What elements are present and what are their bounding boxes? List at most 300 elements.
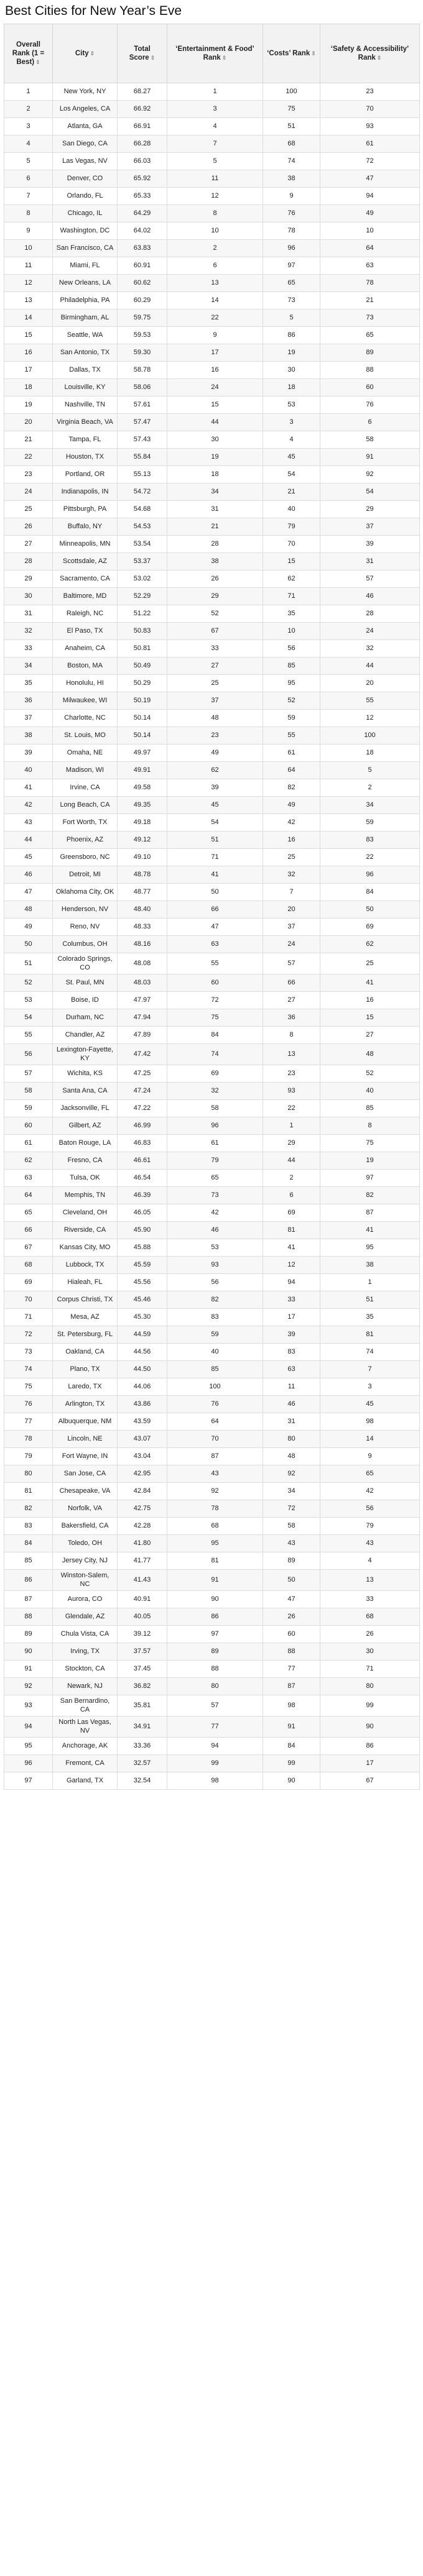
table-row [4,414,420,431]
total-score-cell: 53.02 [118,571,167,588]
costs-rank-cell: 21 [263,484,320,501]
safety-accessibility-rank-cell: 59 [320,814,420,832]
costs-rank-cell: 41 [263,1239,320,1257]
city-cell: Glendale, AZ [53,1608,118,1626]
city-cell: Tulsa, OK [53,1170,118,1187]
table-row [4,779,420,797]
total-score-cell: 48.33 [118,919,167,936]
safety-accessibility-rank-cell: 40 [320,1083,420,1100]
costs-rank-cell: 73 [263,292,320,309]
safety-accessibility-rank-cell: 94 [320,188,420,205]
table-row [4,431,420,449]
costs-rank-cell: 47 [263,1591,320,1608]
safety-accessibility-rank-cell: 25 [320,953,420,974]
city-cell: Boise, ID [53,992,118,1009]
entertainment-food-rank-cell: 21 [167,518,263,536]
rank-cell: 91 [4,1661,53,1678]
safety-accessibility-rank-cell: 8 [320,1117,420,1135]
total-score-cell: 47.42 [118,1044,167,1065]
rank-cell: 72 [4,1326,53,1344]
rank-cell: 18 [4,379,53,396]
city-cell: Durham, NC [53,1009,118,1027]
total-score-cell: 68.27 [118,83,167,101]
safety-accessibility-rank-cell: 38 [320,1257,420,1274]
table-row [4,1065,420,1083]
total-score-cell: 43.86 [118,1396,167,1413]
city-cell: Tampa, FL [53,431,118,449]
safety-accessibility-rank-cell: 51 [320,1291,420,1309]
table-row [4,745,420,762]
table-row [4,658,420,675]
rank-cell: 48 [4,901,53,919]
table-row [4,1448,420,1465]
entertainment-food-rank-cell: 31 [167,501,263,518]
rank-cell: 47 [4,884,53,901]
city-cell: Irving, TX [53,1643,118,1661]
table-row [4,1027,420,1044]
costs-rank-cell: 92 [263,1465,320,1483]
table-row [4,396,420,414]
total-score-cell: 53.54 [118,536,167,553]
entertainment-food-rank-cell: 40 [167,1344,263,1361]
safety-accessibility-rank-cell: 13 [320,1570,420,1591]
safety-accessibility-rank-cell: 61 [320,135,420,153]
costs-rank-cell: 3 [263,414,320,431]
costs-rank-cell: 24 [263,936,320,953]
costs-rank-cell: 49 [263,797,320,814]
entertainment-food-rank-cell: 58 [167,1100,263,1117]
rank-cell: 51 [4,953,53,974]
safety-accessibility-rank-cell: 35 [320,1309,420,1326]
total-score-cell: 49.35 [118,797,167,814]
entertainment-food-rank-cell: 29 [167,588,263,605]
costs-rank-cell: 10 [263,623,320,640]
total-score-cell: 42.95 [118,1465,167,1483]
entertainment-food-rank-cell: 87 [167,1448,263,1465]
safety-accessibility-rank-cell: 89 [320,344,420,362]
total-score-cell: 58.06 [118,379,167,396]
safety-accessibility-rank-cell: 88 [320,362,420,379]
sort-icon[interactable]: ⇕ [35,59,40,65]
table-row [4,1678,420,1695]
rank-cell: 62 [4,1152,53,1170]
entertainment-food-rank-cell: 85 [167,1361,263,1378]
total-score-cell: 60.62 [118,275,167,292]
table-row [4,1170,420,1187]
table-row [4,449,420,466]
rank-cell: 78 [4,1431,53,1448]
safety-accessibility-rank-cell: 22 [320,849,420,866]
safety-accessibility-rank-cell: 58 [320,431,420,449]
city-cell: North Las Vegas, NV [53,1717,118,1738]
city-cell: Los Angeles, CA [53,101,118,118]
rank-cell: 80 [4,1465,53,1483]
entertainment-food-rank-cell: 13 [167,275,263,292]
safety-accessibility-rank-cell: 56 [320,1500,420,1518]
rank-cell: 4 [4,135,53,153]
entertainment-food-rank-cell: 42 [167,1204,263,1222]
safety-accessibility-rank-cell: 37 [320,518,420,536]
costs-rank-cell: 45 [263,449,320,466]
table-row [4,1009,420,1027]
rank-cell: 52 [4,974,53,992]
total-score-cell: 41.43 [118,1570,167,1591]
costs-rank-cell: 98 [263,1695,320,1717]
entertainment-food-rank-cell: 63 [167,936,263,953]
entertainment-food-rank-cell: 75 [167,1009,263,1027]
entertainment-food-rank-cell: 41 [167,866,263,884]
total-score-cell: 66.91 [118,118,167,135]
sort-icon[interactable]: ⇕ [311,50,316,57]
entertainment-food-rank-cell: 33 [167,640,263,658]
rank-cell: 1 [4,83,53,101]
total-score-cell: 45.59 [118,1257,167,1274]
table-row [4,866,420,884]
costs-rank-cell: 2 [263,1170,320,1187]
table-row [4,710,420,727]
entertainment-food-rank-cell: 89 [167,1643,263,1661]
safety-accessibility-rank-cell: 4 [320,1552,420,1570]
table-row [4,1755,420,1772]
costs-rank-cell: 100 [263,83,320,101]
rank-cell: 64 [4,1187,53,1204]
rank-cell: 13 [4,292,53,309]
column-header-total-score[interactable]: Total Score ⇕ [118,24,167,83]
table-row [4,1483,420,1500]
rank-cell: 46 [4,866,53,884]
rank-cell: 34 [4,658,53,675]
city-cell: Laredo, TX [53,1378,118,1396]
rank-cell: 32 [4,623,53,640]
city-cell: New York, NY [53,83,118,101]
costs-rank-cell: 87 [263,1678,320,1695]
table-row [4,83,420,101]
rank-cell: 24 [4,484,53,501]
safety-accessibility-rank-cell: 31 [320,553,420,571]
total-score-cell: 44.59 [118,1326,167,1344]
costs-rank-cell: 7 [263,884,320,901]
table-row [4,571,420,588]
sort-icon[interactable]: ⇕ [221,55,227,61]
city-cell: San Diego, CA [53,135,118,153]
costs-rank-cell: 65 [263,275,320,292]
rank-cell: 61 [4,1135,53,1152]
total-score-cell: 49.18 [118,814,167,832]
table-row [4,974,420,992]
table-row [4,135,420,153]
costs-rank-cell: 16 [263,832,320,849]
rank-cell: 6 [4,170,53,188]
city-cell: San Bernardino, CA [53,1695,118,1717]
sort-icon[interactable]: ⇕ [90,50,95,57]
safety-accessibility-rank-cell: 62 [320,936,420,953]
entertainment-food-rank-cell: 25 [167,675,263,692]
safety-accessibility-rank-cell: 42 [320,1483,420,1500]
total-score-cell: 45.88 [118,1239,167,1257]
rank-cell: 49 [4,919,53,936]
safety-accessibility-rank-cell: 41 [320,974,420,992]
costs-rank-cell: 96 [263,240,320,257]
costs-rank-cell: 75 [263,101,320,118]
rank-cell: 56 [4,1044,53,1065]
table-row [4,762,420,779]
rank-cell: 33 [4,640,53,658]
city-cell: St. Louis, MO [53,727,118,745]
total-score-cell: 59.30 [118,344,167,362]
entertainment-food-rank-cell: 82 [167,1291,263,1309]
entertainment-food-rank-cell: 64 [167,1413,263,1431]
entertainment-food-rank-cell: 61 [167,1135,263,1152]
safety-accessibility-rank-cell: 87 [320,1204,420,1222]
table-row [4,1413,420,1431]
city-cell: Baton Rouge, LA [53,1135,118,1152]
table-row [4,919,420,936]
total-score-cell: 50.19 [118,692,167,710]
costs-rank-cell: 15 [263,553,320,571]
entertainment-food-rank-cell: 93 [167,1257,263,1274]
costs-rank-cell: 63 [263,1361,320,1378]
rank-cell: 40 [4,762,53,779]
costs-rank-cell: 19 [263,344,320,362]
safety-accessibility-rank-cell: 98 [320,1413,420,1431]
total-score-cell: 42.28 [118,1518,167,1535]
safety-accessibility-rank-cell: 95 [320,1239,420,1257]
entertainment-food-rank-cell: 88 [167,1661,263,1678]
safety-accessibility-rank-cell: 20 [320,675,420,692]
rank-cell: 50 [4,936,53,953]
costs-rank-cell: 5 [263,309,320,327]
rank-cell: 3 [4,118,53,135]
costs-rank-cell: 72 [263,1500,320,1518]
entertainment-food-rank-cell: 83 [167,1309,263,1326]
safety-accessibility-rank-cell: 65 [320,327,420,344]
safety-accessibility-rank-cell: 48 [320,1044,420,1065]
total-score-cell: 48.16 [118,936,167,953]
table-row [4,1326,420,1344]
table-row [4,379,420,396]
total-score-cell: 54.53 [118,518,167,536]
rank-cell: 76 [4,1396,53,1413]
table-row [4,1239,420,1257]
safety-accessibility-rank-cell: 32 [320,640,420,658]
safety-accessibility-rank-cell: 65 [320,1465,420,1483]
total-score-cell: 47.89 [118,1027,167,1044]
safety-accessibility-rank-cell: 45 [320,1396,420,1413]
entertainment-food-rank-cell: 50 [167,884,263,901]
rank-cell: 27 [4,536,53,553]
costs-rank-cell: 90 [263,1772,320,1790]
city-cell: Long Beach, CA [53,797,118,814]
safety-accessibility-rank-cell: 23 [320,83,420,101]
sort-icon[interactable]: ⇕ [376,55,382,61]
table-row [4,1378,420,1396]
entertainment-food-rank-cell: 17 [167,344,263,362]
city-cell: San Jose, CA [53,1465,118,1483]
entertainment-food-rank-cell: 59 [167,1326,263,1344]
city-cell: Kansas City, MO [53,1239,118,1257]
city-cell: Philadelphia, PA [53,292,118,309]
entertainment-food-rank-cell: 12 [167,188,263,205]
costs-rank-cell: 89 [263,1552,320,1570]
table-row [4,832,420,849]
rank-cell: 2 [4,101,53,118]
rank-cell: 84 [4,1535,53,1552]
costs-rank-cell: 29 [263,1135,320,1152]
total-score-cell: 45.30 [118,1309,167,1326]
rank-cell: 97 [4,1772,53,1790]
total-score-cell: 48.78 [118,866,167,884]
table-row [4,1344,420,1361]
rank-cell: 57 [4,1065,53,1083]
city-cell: Hialeah, FL [53,1274,118,1291]
rank-cell: 58 [4,1083,53,1100]
table-row [4,170,420,188]
sort-icon[interactable]: ⇕ [150,55,156,61]
city-cell: Raleigh, NC [53,605,118,623]
table-row [4,1643,420,1661]
costs-rank-cell: 69 [263,1204,320,1222]
total-score-cell: 43.59 [118,1413,167,1431]
rank-cell: 81 [4,1483,53,1500]
total-score-cell: 48.40 [118,901,167,919]
city-cell: Norfolk, VA [53,1500,118,1518]
total-score-cell: 65.92 [118,170,167,188]
costs-rank-cell: 61 [263,745,320,762]
safety-accessibility-rank-cell: 92 [320,466,420,484]
city-cell: Memphis, TN [53,1187,118,1204]
total-score-cell: 43.04 [118,1448,167,1465]
table-row [4,222,420,240]
rank-cell: 35 [4,675,53,692]
costs-rank-cell: 40 [263,501,320,518]
table-row [4,153,420,170]
rank-cell: 7 [4,188,53,205]
total-score-cell: 41.77 [118,1552,167,1570]
table-row [4,884,420,901]
total-score-cell: 64.02 [118,222,167,240]
rank-cell: 93 [4,1695,53,1717]
costs-rank-cell: 9 [263,188,320,205]
table-row [4,1626,420,1643]
total-score-cell: 49.91 [118,762,167,779]
city-cell: Chandler, AZ [53,1027,118,1044]
total-score-cell: 48.77 [118,884,167,901]
page-title: Best Cities for New Year’s Eve [5,4,182,18]
safety-accessibility-rank-cell: 12 [320,710,420,727]
table-row [4,1465,420,1483]
entertainment-food-rank-cell: 72 [167,992,263,1009]
city-cell: Gilbert, AZ [53,1117,118,1135]
entertainment-food-rank-cell: 28 [167,536,263,553]
rankings-table [4,24,420,1790]
total-score-cell: 46.99 [118,1117,167,1135]
rank-cell: 9 [4,222,53,240]
table-row [4,1695,420,1717]
safety-accessibility-rank-cell: 85 [320,1100,420,1117]
entertainment-food-rank-cell: 53 [167,1239,263,1257]
entertainment-food-rank-cell: 90 [167,1591,263,1608]
column-header-city[interactable]: City ⇕ [53,24,118,83]
costs-rank-cell: 11 [263,1378,320,1396]
total-score-cell: 41.80 [118,1535,167,1552]
city-cell: El Paso, TX [53,623,118,640]
total-score-cell: 59.75 [118,309,167,327]
total-score-cell: 51.22 [118,605,167,623]
table-row [4,588,420,605]
table-row [4,1152,420,1170]
table-row [4,327,420,344]
rank-cell: 59 [4,1100,53,1117]
table-row [4,501,420,518]
entertainment-food-rank-cell: 62 [167,762,263,779]
costs-rank-cell: 43 [263,1535,320,1552]
table-row [4,797,420,814]
costs-rank-cell: 25 [263,849,320,866]
entertainment-food-rank-cell: 15 [167,396,263,414]
total-score-cell: 47.25 [118,1065,167,1083]
column-header-overall-rank[interactable]: Overall Rank (1 = Best) ⇕ [4,24,53,83]
entertainment-food-rank-cell: 22 [167,309,263,327]
rank-cell: 77 [4,1413,53,1431]
safety-accessibility-rank-cell: 30 [320,1643,420,1661]
table-row [4,309,420,327]
entertainment-food-rank-cell: 60 [167,974,263,992]
safety-accessibility-rank-cell: 97 [320,1170,420,1187]
total-score-cell: 32.54 [118,1772,167,1790]
column-header-safety-accessibility-rank[interactable]: ‘Safety & Accessibility’ Rank ⇕ [320,24,420,83]
costs-rank-cell: 86 [263,327,320,344]
total-score-cell: 52.29 [118,588,167,605]
city-cell: Minneapolis, MN [53,536,118,553]
costs-rank-cell: 27 [263,992,320,1009]
table-row [4,1361,420,1378]
column-header-costs-rank[interactable]: ‘Costs’ Rank ⇕ [263,24,320,83]
total-score-cell: 45.46 [118,1291,167,1309]
safety-accessibility-rank-cell: 9 [320,1448,420,1465]
rank-cell: 19 [4,396,53,414]
city-cell: Chicago, IL [53,205,118,222]
table-row [4,1291,420,1309]
city-cell: Dallas, TX [53,362,118,379]
table-row [4,901,420,919]
header-row [4,24,420,83]
total-score-cell: 43.07 [118,1431,167,1448]
safety-accessibility-rank-cell: 90 [320,1717,420,1738]
safety-accessibility-rank-cell: 41 [320,1222,420,1239]
total-score-cell: 45.56 [118,1274,167,1291]
rank-cell: 29 [4,571,53,588]
costs-rank-cell: 62 [263,571,320,588]
rank-cell: 39 [4,745,53,762]
table-row [4,257,420,275]
costs-rank-cell: 31 [263,1413,320,1431]
total-score-cell: 66.92 [118,101,167,118]
table-row [4,1309,420,1326]
rank-cell: 70 [4,1291,53,1309]
costs-rank-cell: 54 [263,466,320,484]
city-cell: Pittsburgh, PA [53,501,118,518]
costs-rank-cell: 99 [263,1755,320,1772]
total-score-cell: 57.61 [118,396,167,414]
entertainment-food-rank-cell: 23 [167,727,263,745]
city-cell: Corpus Christi, TX [53,1291,118,1309]
total-score-cell: 65.33 [118,188,167,205]
table-row [4,205,420,222]
column-header-entertainment-food-rank[interactable]: ‘Entertainment & Food’ Rank ⇕ [167,24,263,83]
table-row [4,1608,420,1626]
total-score-cell: 46.54 [118,1170,167,1187]
table-row [4,953,420,974]
